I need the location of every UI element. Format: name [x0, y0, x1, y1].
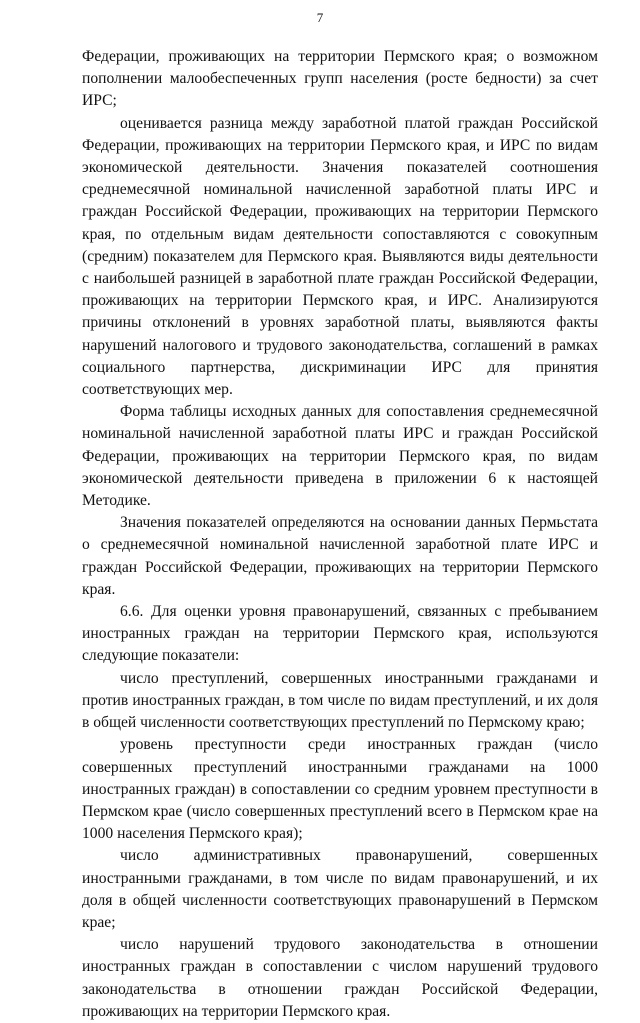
paragraph-table-form: Форма таблицы исходных данных для сопоставления среднемесячной номинальной начисленной заработной платы ИРС и граждан Российской Федерации, проживающих на территории Пермского края, по видам экономической деятельности приведена в приложении 6 к настоящей Методике. [82, 403, 598, 510]
paragraph-salary-difference: оценивается разница между заработной платой граждан Российской Федерации, проживающих на территории Пермского края, и ИРС по видам экономической деятельности. Значения показателей соотношения среднемесячной номинальной начисленной заработной платы ИРС и граждан Российской Федерации, проживающих на территории Пермского края, по отдельным видам деятельности сопоставляются с совокупным (средним) показателем для Пермского края. Выявляются виды деятельности с наибольшей разницей в заработной плате граждан Российской Федерации, проживающих на территории Пермского края, и ИРС. Анализируются причины отклонений в уровнях заработной платы, выявляются факты нарушений налогового и трудового законодательства, соглашений в рамках социального партнерства, дискриминации ИРС для принятия соответствующих мер. [82, 114, 598, 399]
paragraph-data-source: Значения показателей определяются на основании данных Пермьстата о среднемесячной номинальной начисленной заработной плате ИРС и граждан Российской Федерации, проживающих на территории Пермского края. [82, 514, 598, 598]
paragraph-continuation: Федерации, проживающих на территории Пермского края; о возможном пополнении малообеспеченных групп населения (росте бедности) за счет ИРС; [82, 48, 598, 110]
list-item-administrative-offenses: число административных правонарушений, совершенных иностранными гражданами, в том числе по видам правонарушений, и их доля в общей численности соответствующих правонарушений в Пермском крае; [82, 847, 598, 931]
list-item-crime-level: уровень преступности среди иностранных граждан (число совершенных преступлений иностранными гражданами на 1000 иностранных граждан) в сопоставлении со средним уровнем преступности в Пермском крае (число совершенных преступлений всего в Пермском крае на 1000 населения Пермского края); [82, 736, 598, 843]
paragraph-section-6-6: 6.6. Для оценки уровня правонарушений, связанных с пребыванием иностранных граждан на территории Пермского края, используются следующие показатели: [82, 603, 598, 665]
list-item-labor-violations: число нарушений трудового законодательства в отношении иностранных граждан в сопоставлении с числом нарушений трудового законодательства в отношении граждан Российской Федерации, проживающих на территории Пермского края. [82, 936, 598, 1020]
list-item-crimes-count: число преступлений, совершенных иностранными гражданами и против иностранных граждан, в том числе по видам преступлений, и их доля в общей численности соответствующих преступлений по Пермскому краю; [82, 669, 598, 732]
page-number: 7 [316, 10, 324, 25]
document-body [82, 46, 598, 1023]
